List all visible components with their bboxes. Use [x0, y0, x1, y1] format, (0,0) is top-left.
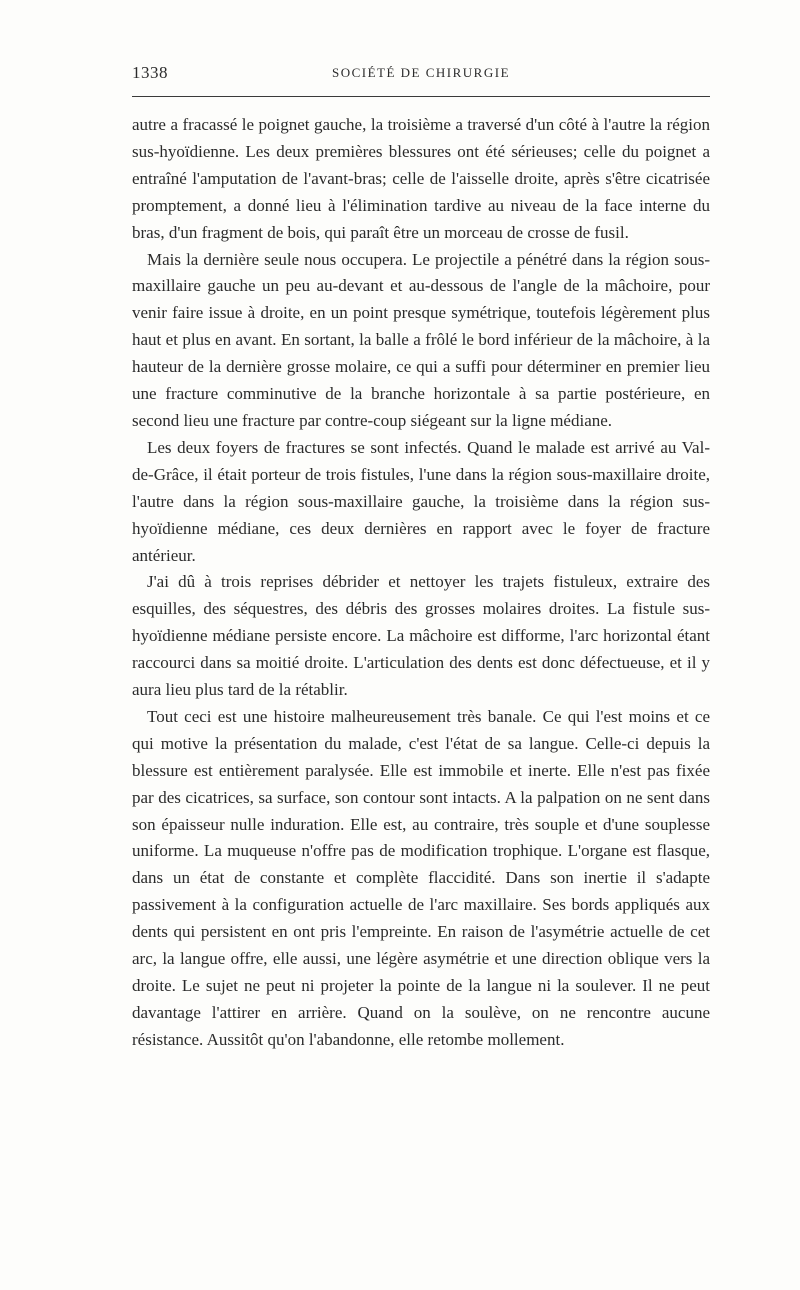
book-page [132, 58, 710, 1054]
body-text [132, 112, 710, 1054]
page-number: 1338 [132, 63, 168, 82]
journal-title: SOCIÉTÉ DE CHIRURGIE [331, 65, 511, 80]
paragraph: Mais la dernière seule nous occupera. Le projectile a pénétré dans la région sous-maxillaire gauche un peu au-devant et au-dessous de l'angle de la mâchoire, pour venir faire issue à droite, en un point presque symétrique, toutefois légèrement plus haut et plus en avant. En sortant, la balle a frôlé le bord inférieur de la mâchoire, à la hauteur de la dernière grosse molaire, ce qui a suffi pour déterminer en premier lieu une fracture comminutive de la branche horizontale à sa partie postérieure, en second lieu une fracture par contre-coup siégeant sur la ligne médiane. [132, 249, 710, 430]
paragraph: Les deux foyers de fractures se sont infectés. Quand le malade est arrivé au Val-de-Grâce, il était porteur de trois fistules, l'une dans la région sous-maxillaire droite, l'autre dans la région sous-maxillaire gauche, la troisième dans la région sus-hyoïdienne médiane, ces deux dernières en rapport avec le foyer de fracture antérieur. [132, 437, 710, 565]
running-head [132, 58, 710, 88]
paragraph: Tout ceci est une histoire malheureusement très banale. Ce qui l'est moins et ce qui motive la présentation du malade, c'est l'état de sa langue. Celle-ci depuis la blessure est entièrement paralysée. Elle est immobile et inerte. Elle n'est pas fixée par des cicatrices, sa surface, son contour sont intacts. A la palpation on ne sent dans son épaisseur nulle induration. Elle est, au contraire, très souple et d'une souplesse uniforme. La muqueuse n'offre pas de modification trophique. L'organe est flasque, dans un état de constante et complète flaccidité. Dans son inertie il s'adapte passivement à la configuration actuelle de l'arc maxillaire. Ses bords appliqués aux dents qui persistent en ont pris l'empreinte. En raison de l'asymétrie actuelle de cet arc, la langue offre, elle aussi, une légère asymétrie et une direction oblique vers la droite. Le sujet ne peut ni projeter la pointe de la langue ni la soulever. Il ne peut davantage l'attirer en arrière. Quand on la soulève, on ne rencontre aucune résistance. Aussitôt qu'on l'abandonne, elle retombe mollement. [132, 706, 710, 1049]
paragraph: J'ai dû à trois reprises débrider et nettoyer les trajets fistuleux, extraire des esquilles, des séquestres, des débris des grosses molaires droites. La fistule sus-hyoïdienne médiane persiste encore. La mâchoire est difforme, l'arc horizontal étant raccourci dans sa moitié droite. L'articulation des dents est donc défectueuse, et il y aura lieu plus tard de la rétablir. [132, 572, 710, 700]
header-rule [132, 96, 710, 97]
paragraph: autre a fracassé le poignet gauche, la troisième a traversé d'un côté à l'autre la région sus-hyoïdienne. Les deux premières blessures ont été sérieuses; celle du poignet a entraîné l'amputation de l'avant-bras; celle de l'aisselle droite, après s'être cicatrisée promptement, a donné lieu à l'élimination tardive au niveau de la face interne du bras, d'un fragment de bois, qui paraît être un morceau de crosse de fusil. [132, 115, 710, 242]
